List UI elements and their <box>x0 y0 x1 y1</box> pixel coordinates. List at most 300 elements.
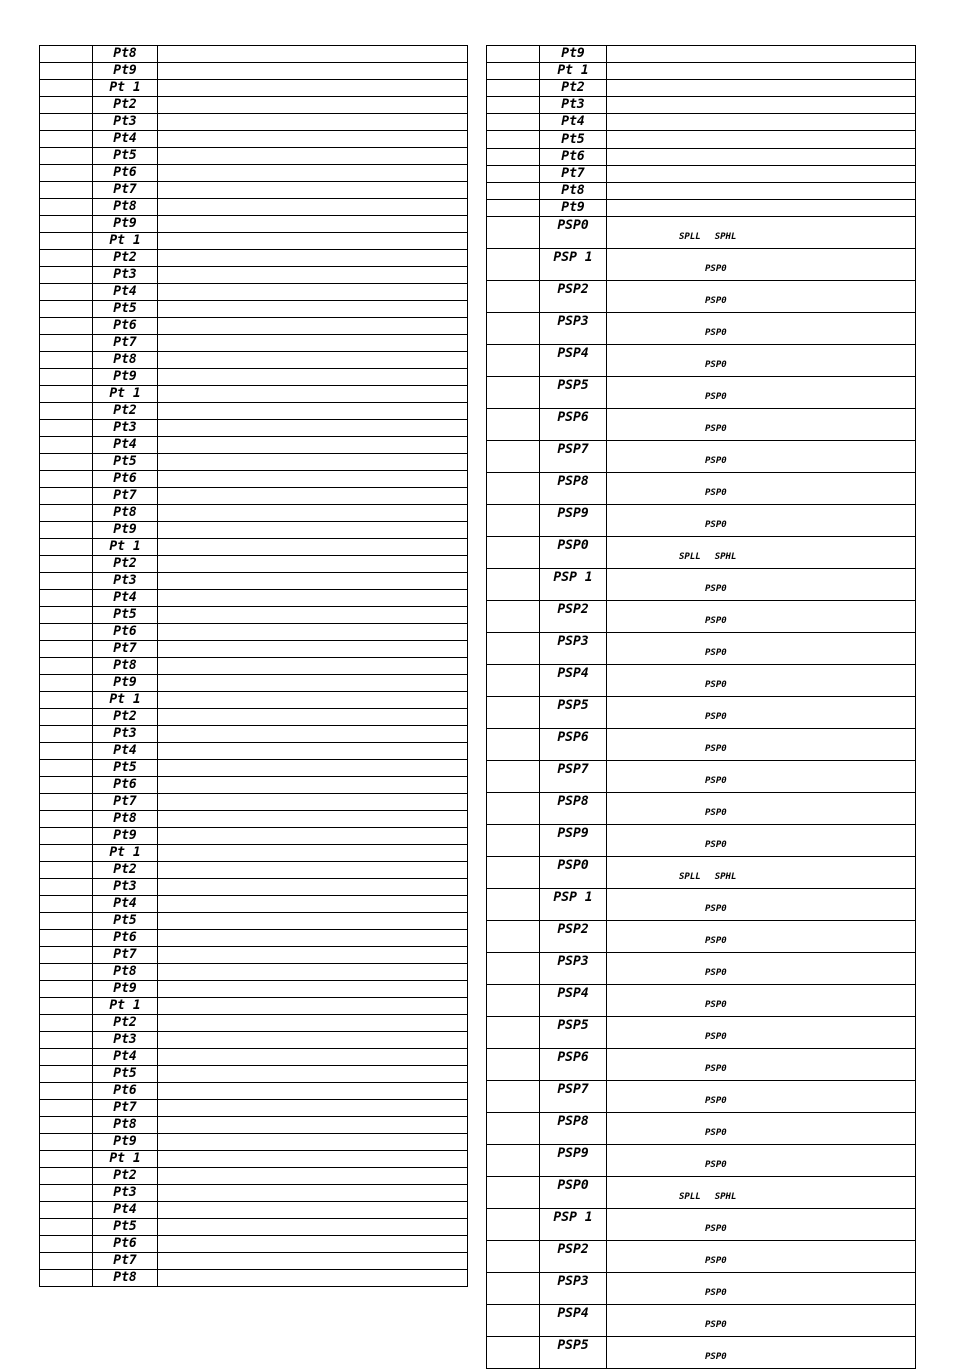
parameter-code: PSP8 <box>540 472 607 504</box>
parameter-code: Pt2 <box>93 97 158 114</box>
blank-cell <box>40 114 93 131</box>
parameter-code: Pt8 <box>93 964 158 981</box>
description-cell <box>607 632 916 664</box>
blank-cell <box>40 845 93 862</box>
table-row <box>40 845 468 862</box>
description-cell <box>158 1032 468 1049</box>
blank-cell <box>487 504 540 536</box>
range-note-label: PSP0 <box>705 583 727 594</box>
description-cell <box>607 80 916 97</box>
parameter-code: Pt4 <box>93 437 158 454</box>
parameter-code: Pt8 <box>93 658 158 675</box>
description-cell <box>607 1336 916 1368</box>
description-cell <box>158 777 468 794</box>
parameter-code: Pt9 <box>93 675 158 692</box>
range-note <box>705 1064 727 1074</box>
description-cell <box>158 335 468 352</box>
blank-cell <box>40 318 93 335</box>
table-row <box>487 408 916 440</box>
range-note-label: SPLL <box>679 551 701 562</box>
parameter-code: Pt 1 <box>93 998 158 1015</box>
table-row <box>487 504 916 536</box>
description-cell <box>158 233 468 250</box>
blank-cell <box>40 964 93 981</box>
parameter-code: Pt 1 <box>93 539 158 556</box>
parameter-code: Pt4 <box>93 743 158 760</box>
parameter-code: Pt6 <box>93 1236 158 1253</box>
table-row <box>40 335 468 352</box>
description-cell <box>607 97 916 114</box>
description-cell <box>158 811 468 828</box>
description-cell <box>607 1144 916 1176</box>
parameter-code: Pt8 <box>93 505 158 522</box>
description-cell <box>607 1112 916 1144</box>
parameter-code: Pt3 <box>93 573 158 590</box>
description-cell <box>158 454 468 471</box>
table-row <box>40 1236 468 1253</box>
description-cell <box>158 1185 468 1202</box>
table-row <box>487 80 916 97</box>
blank-cell <box>40 284 93 301</box>
parameter-code: Pt5 <box>93 454 158 471</box>
range-note-label: SPHL <box>714 871 737 882</box>
table-row <box>487 63 916 80</box>
table-row <box>40 998 468 1015</box>
blank-cell <box>487 1016 540 1048</box>
parameter-code: Pt9 <box>93 369 158 386</box>
range-note-label: SPHL <box>714 1191 737 1202</box>
parameter-code: PSP9 <box>540 504 607 536</box>
description-cell <box>158 114 468 131</box>
description-cell <box>607 344 916 376</box>
parameter-code: Pt5 <box>93 760 158 777</box>
table-row <box>40 148 468 165</box>
description-cell <box>158 165 468 182</box>
parameter-code: Pt2 <box>93 1015 158 1032</box>
description-cell <box>158 216 468 233</box>
range-note <box>705 424 727 434</box>
table-row <box>40 1117 468 1134</box>
parameter-code: Pt9 <box>93 216 158 233</box>
range-note <box>705 776 727 786</box>
blank-cell <box>40 913 93 930</box>
blank-cell <box>40 896 93 913</box>
blank-cell <box>40 1083 93 1100</box>
blank-cell <box>487 568 540 600</box>
description-cell <box>158 80 468 97</box>
description-cell <box>158 998 468 1015</box>
table-row <box>40 1015 468 1032</box>
table-row <box>40 488 468 505</box>
table-row <box>40 199 468 216</box>
description-cell <box>158 1066 468 1083</box>
table-row <box>40 947 468 964</box>
parameter-code: Pt5 <box>93 1066 158 1083</box>
parameter-code: PSP 1 <box>540 248 607 280</box>
table-row <box>487 728 916 760</box>
blank-cell <box>40 267 93 284</box>
description-cell <box>158 930 468 947</box>
description-cell <box>607 888 916 920</box>
parameter-code: Pt 1 <box>93 692 158 709</box>
table-row <box>40 318 468 335</box>
blank-cell <box>40 1151 93 1168</box>
range-note-label: PSP0 <box>705 903 727 914</box>
description-cell <box>158 1134 468 1151</box>
range-note <box>705 936 727 946</box>
parameter-code: Pt4 <box>540 114 607 131</box>
table-row <box>487 600 916 632</box>
table-row <box>40 420 468 437</box>
parameter-code: Pt9 <box>93 828 158 845</box>
range-note-label: PSP0 <box>705 711 727 722</box>
blank-cell <box>40 352 93 369</box>
blank-cell <box>40 573 93 590</box>
range-note-label: PSP0 <box>705 1063 727 1074</box>
description-cell <box>158 794 468 811</box>
parameter-code: Pt6 <box>93 624 158 641</box>
table-row <box>487 199 916 216</box>
parameter-code: Pt7 <box>93 182 158 199</box>
parameter-code: Pt6 <box>93 930 158 947</box>
blank-cell <box>487 131 540 148</box>
description-cell <box>607 148 916 165</box>
parameter-code: Pt4 <box>93 590 158 607</box>
range-note-label: PSP0 <box>705 999 727 1010</box>
left-table-body <box>40 46 468 1287</box>
description-cell <box>158 913 468 930</box>
blank-cell <box>487 440 540 472</box>
table-row <box>40 743 468 760</box>
table-row <box>487 792 916 824</box>
description-cell <box>607 760 916 792</box>
parameter-code: PSP4 <box>540 984 607 1016</box>
blank-cell <box>487 472 540 504</box>
table-row <box>40 862 468 879</box>
table-row <box>40 437 468 454</box>
parameter-code: Pt8 <box>93 352 158 369</box>
blank-cell <box>487 728 540 760</box>
blank-cell <box>487 182 540 199</box>
blank-cell <box>487 1336 540 1368</box>
description-cell <box>607 408 916 440</box>
table-row <box>40 556 468 573</box>
description-cell <box>158 352 468 369</box>
description-cell <box>158 743 468 760</box>
description-cell <box>607 728 916 760</box>
parameter-code: Pt7 <box>93 488 158 505</box>
blank-cell <box>40 403 93 420</box>
blank-cell <box>487 952 540 984</box>
range-note <box>705 1352 727 1362</box>
description-cell <box>158 1202 468 1219</box>
parameter-code: PSP3 <box>540 312 607 344</box>
description-cell <box>607 1304 916 1336</box>
description-cell <box>158 63 468 80</box>
parameter-code: Pt5 <box>540 131 607 148</box>
table-row <box>40 794 468 811</box>
table-row <box>487 472 916 504</box>
blank-cell <box>487 148 540 165</box>
table-row <box>487 888 916 920</box>
parameter-code: Pt7 <box>93 1100 158 1117</box>
range-note <box>705 712 727 722</box>
range-note-label: PSP0 <box>705 519 727 530</box>
blank-cell <box>487 664 540 696</box>
parameter-code: Pt7 <box>93 335 158 352</box>
parameter-code: PSP5 <box>540 696 607 728</box>
parameter-code: Pt3 <box>93 879 158 896</box>
parameter-code: PSP7 <box>540 440 607 472</box>
range-note <box>705 296 727 306</box>
table-row <box>487 344 916 376</box>
range-note <box>705 808 727 818</box>
parameter-code: Pt 1 <box>540 63 607 80</box>
table-row <box>40 471 468 488</box>
blank-cell <box>40 369 93 386</box>
range-note <box>705 1128 727 1138</box>
description-cell <box>158 862 468 879</box>
blank-cell <box>40 624 93 641</box>
description-cell <box>158 1253 468 1270</box>
range-note <box>705 392 727 402</box>
description-cell <box>158 556 468 573</box>
blank-cell <box>487 600 540 632</box>
description-cell <box>607 1048 916 1080</box>
range-note <box>705 328 727 338</box>
blank-cell <box>487 1112 540 1144</box>
blank-cell <box>40 1117 93 1134</box>
description-cell <box>158 148 468 165</box>
range-note <box>679 232 736 242</box>
description-cell <box>607 376 916 408</box>
parameter-code: Pt4 <box>93 131 158 148</box>
blank-cell <box>40 80 93 97</box>
table-row <box>487 1016 916 1048</box>
blank-cell <box>40 386 93 403</box>
description-cell <box>607 696 916 728</box>
description-cell <box>158 420 468 437</box>
range-note <box>705 680 727 690</box>
table-row <box>40 641 468 658</box>
parameter-code: PSP9 <box>540 1144 607 1176</box>
parameter-code: Pt 1 <box>93 845 158 862</box>
description-cell <box>607 182 916 199</box>
table-row <box>40 522 468 539</box>
parameter-code: Pt 1 <box>93 233 158 250</box>
description-cell <box>158 1236 468 1253</box>
parameter-code: Pt5 <box>93 913 158 930</box>
blank-cell <box>40 1219 93 1236</box>
table-row <box>487 1112 916 1144</box>
description-cell <box>607 568 916 600</box>
description-cell <box>607 472 916 504</box>
range-note <box>705 584 727 594</box>
range-note <box>705 744 727 754</box>
table-row <box>40 250 468 267</box>
description-cell <box>158 896 468 913</box>
range-note <box>705 1320 727 1330</box>
parameter-code: Pt2 <box>540 80 607 97</box>
description-cell <box>158 590 468 607</box>
description-cell <box>158 947 468 964</box>
parameter-code: Pt7 <box>540 165 607 182</box>
blank-cell <box>487 920 540 952</box>
table-row <box>487 568 916 600</box>
parameter-code: Pt8 <box>540 182 607 199</box>
parameter-code: Pt5 <box>93 1219 158 1236</box>
table-row <box>487 760 916 792</box>
parameter-code: Pt7 <box>93 947 158 964</box>
description-cell <box>607 1208 916 1240</box>
blank-cell <box>40 1066 93 1083</box>
description-cell <box>607 165 916 182</box>
table-row <box>40 182 468 199</box>
blank-cell <box>487 1240 540 1272</box>
table-row <box>40 658 468 675</box>
range-note-label: SPLL <box>679 231 701 242</box>
description-cell <box>158 607 468 624</box>
parameter-code: PSP8 <box>540 792 607 824</box>
blank-cell <box>40 420 93 437</box>
blank-cell <box>40 97 93 114</box>
description-cell <box>607 856 916 888</box>
blank-cell <box>40 1049 93 1066</box>
blank-cell <box>40 1185 93 1202</box>
parameter-code: PSP6 <box>540 728 607 760</box>
description-cell <box>158 845 468 862</box>
range-note-label: PSP0 <box>705 1127 727 1138</box>
blank-cell <box>487 408 540 440</box>
blank-cell <box>40 522 93 539</box>
description-cell <box>158 46 468 63</box>
parameter-code: PSP5 <box>540 376 607 408</box>
range-note <box>679 1192 736 1202</box>
description-cell <box>158 97 468 114</box>
range-note-label: PSP0 <box>705 487 727 498</box>
parameter-code: Pt2 <box>93 403 158 420</box>
parameter-code: PSP0 <box>540 1176 607 1208</box>
description-cell <box>607 440 916 472</box>
description-cell <box>158 726 468 743</box>
right-parameter-table <box>486 45 916 1369</box>
blank-cell <box>40 539 93 556</box>
blank-cell <box>40 709 93 726</box>
blank-cell <box>40 675 93 692</box>
blank-cell <box>487 80 540 97</box>
parameter-code: Pt3 <box>540 97 607 114</box>
blank-cell <box>40 930 93 947</box>
range-note-label: PSP0 <box>705 775 727 786</box>
table-row <box>487 536 916 568</box>
blank-cell <box>40 998 93 1015</box>
blank-cell <box>40 590 93 607</box>
description-cell <box>607 1272 916 1304</box>
table-row <box>40 233 468 250</box>
table-row <box>487 216 916 248</box>
blank-cell <box>40 1032 93 1049</box>
parameter-code: Pt5 <box>93 148 158 165</box>
range-note-label: SPHL <box>714 231 737 242</box>
table-row <box>40 63 468 80</box>
description-cell <box>158 437 468 454</box>
description-cell <box>607 920 916 952</box>
blank-cell <box>40 760 93 777</box>
table-row <box>40 913 468 930</box>
table-row <box>40 284 468 301</box>
parameter-code: PSP6 <box>540 408 607 440</box>
table-row <box>487 856 916 888</box>
blank-cell <box>40 454 93 471</box>
parameter-code: Pt5 <box>93 607 158 624</box>
range-note <box>705 904 727 914</box>
description-cell <box>158 1015 468 1032</box>
parameter-code: Pt6 <box>93 1083 158 1100</box>
left-parameter-table <box>39 45 468 1287</box>
range-note-label: PSP0 <box>705 615 727 626</box>
parameter-code: Pt2 <box>93 862 158 879</box>
range-note <box>679 872 736 882</box>
blank-cell <box>40 607 93 624</box>
right-table-body <box>487 46 916 1369</box>
blank-cell <box>487 1048 540 1080</box>
blank-cell <box>487 312 540 344</box>
table-row <box>40 1032 468 1049</box>
table-row <box>487 148 916 165</box>
blank-cell <box>40 828 93 845</box>
blank-cell <box>487 536 540 568</box>
description-cell <box>607 216 916 248</box>
range-note <box>705 1000 727 1010</box>
blank-cell <box>487 632 540 664</box>
parameter-code: Pt3 <box>93 726 158 743</box>
description-cell <box>158 658 468 675</box>
blank-cell <box>40 335 93 352</box>
table-row <box>40 1202 468 1219</box>
range-note-label: PSP0 <box>705 295 727 306</box>
table-row <box>487 984 916 1016</box>
blank-cell <box>40 811 93 828</box>
table-row <box>40 369 468 386</box>
description-cell <box>607 792 916 824</box>
parameter-code: PSP 1 <box>540 1208 607 1240</box>
parameter-code: Pt3 <box>93 267 158 284</box>
blank-cell <box>40 437 93 454</box>
table-row <box>40 97 468 114</box>
parameter-code: Pt2 <box>93 556 158 573</box>
range-note-label: PSP0 <box>705 1031 727 1042</box>
table-row <box>40 624 468 641</box>
blank-cell <box>40 1100 93 1117</box>
description-cell <box>158 1100 468 1117</box>
table-row <box>40 114 468 131</box>
description-cell <box>158 1270 468 1287</box>
table-row <box>40 267 468 284</box>
description-cell <box>158 488 468 505</box>
table-row <box>40 352 468 369</box>
table-row <box>40 539 468 556</box>
range-note <box>705 968 727 978</box>
description-cell <box>607 46 916 63</box>
description-cell <box>158 471 468 488</box>
parameter-code: Pt2 <box>93 250 158 267</box>
blank-cell <box>40 63 93 80</box>
range-note <box>679 552 736 562</box>
blank-cell <box>40 46 93 63</box>
blank-cell <box>487 280 540 312</box>
parameter-code: Pt3 <box>93 114 158 131</box>
description-cell <box>607 199 916 216</box>
